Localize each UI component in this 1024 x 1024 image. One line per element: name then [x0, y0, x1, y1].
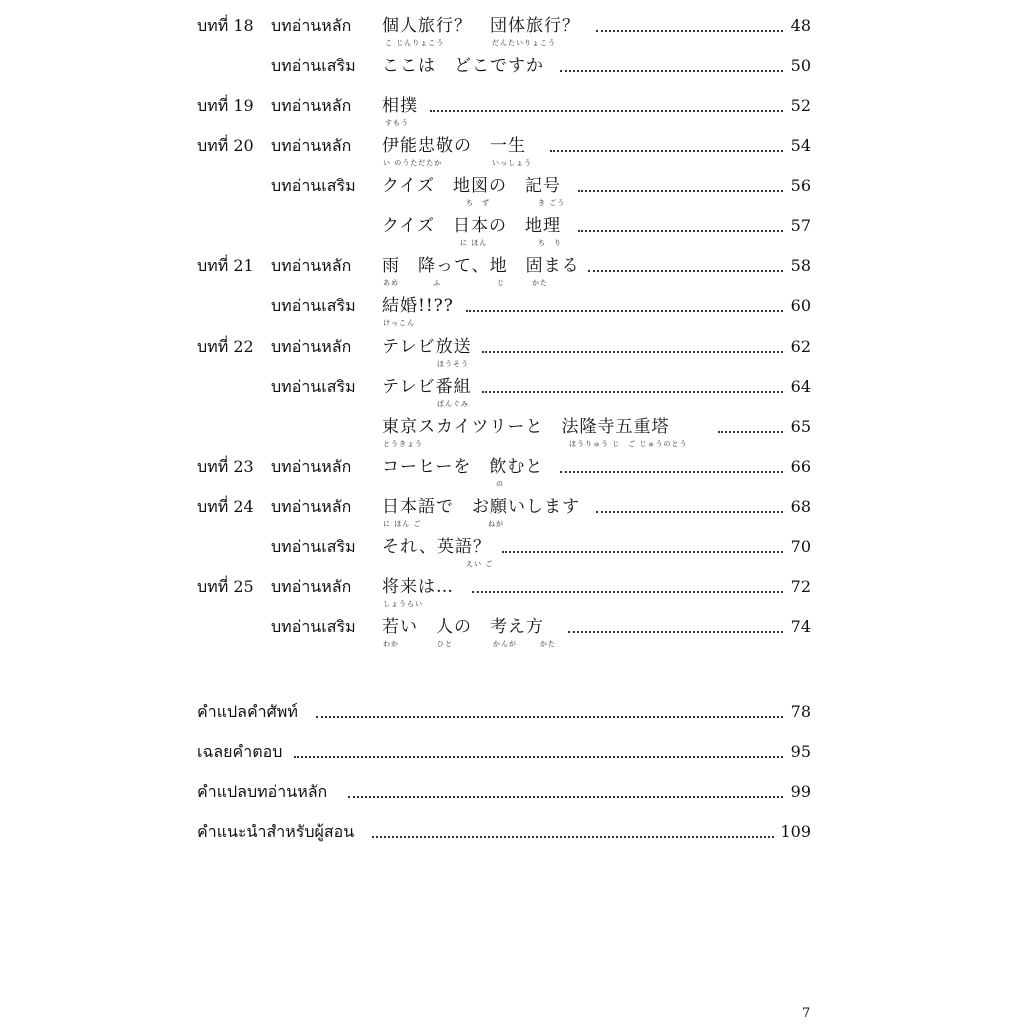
dot-leader	[430, 110, 783, 112]
back-matter-entry	[0, 702, 1024, 732]
reading-type: บทอ่านเสริม	[271, 537, 356, 556]
back-matter-label: คำแปลบทอ่านหลัก	[197, 782, 328, 801]
furigana-reading: あめ	[383, 279, 399, 287]
furigana-reading: じ	[497, 279, 505, 287]
furigana-reading: とうきょう	[383, 440, 423, 448]
dot-leader	[348, 796, 783, 798]
page-reference: 99	[790, 782, 811, 801]
entry-title: クイズ 地図の 記号	[382, 176, 561, 196]
toc-entry	[0, 176, 1024, 216]
back-matter-entry	[0, 782, 1024, 812]
entry-title: 結婚!!??	[382, 296, 454, 316]
entry-title: 個人旅行？ 団体旅行？	[382, 16, 580, 36]
furigana-reading: ばんぐみ	[437, 400, 469, 408]
back-matter-label: เฉลยคำตอบ	[197, 742, 283, 761]
furigana-reading: だんたいりょこう	[492, 39, 556, 47]
furigana-reading: すもう	[385, 119, 409, 127]
page-reference: 57	[790, 216, 811, 235]
entry-title: 東京スカイツリーと 法隆寺五重塔	[382, 417, 670, 437]
lesson-number: บทที่ 21	[197, 256, 254, 275]
lesson-number: บทที่ 18	[197, 16, 254, 35]
reading-type: บทอ่านเสริม	[271, 377, 356, 396]
dot-leader	[578, 230, 783, 232]
reading-type: บทอ่านเสริม	[271, 176, 356, 195]
page-reference: 66	[790, 457, 811, 476]
entry-title: クイズ 日本の 地理	[382, 216, 561, 236]
entry-title: 日本語で お願いします	[382, 497, 580, 517]
page-reference: 70	[790, 537, 811, 556]
dot-leader	[482, 351, 783, 353]
entry-title: テレビ番組	[382, 377, 472, 397]
dot-leader	[596, 30, 783, 32]
furigana-reading: かた	[540, 640, 556, 648]
furigana-reading: ほうそう	[437, 360, 469, 368]
furigana-reading: かんが	[493, 640, 517, 648]
reading-type: บทอ่านเสริม	[271, 617, 356, 636]
toc-entry	[0, 216, 1024, 256]
entry-title: 雨 降って、地 固まる	[382, 256, 580, 276]
toc-entry	[0, 537, 1024, 577]
dot-leader	[588, 270, 783, 272]
page-reference: 54	[790, 136, 811, 155]
reading-type: บทอ่านหลัก	[271, 577, 352, 596]
back-matter-entry	[0, 742, 1024, 772]
furigana-reading: わか	[383, 640, 399, 648]
entry-title: 将来は…	[382, 577, 454, 597]
page-reference: 68	[790, 497, 811, 516]
toc-entry	[0, 577, 1024, 617]
furigana-reading: けっこん	[383, 319, 415, 327]
toc-entry	[0, 96, 1024, 136]
page-reference: 64	[790, 377, 811, 396]
dot-leader	[560, 471, 783, 473]
dot-leader	[560, 70, 783, 72]
reading-type: บทอ่านหลัก	[271, 256, 352, 275]
page-reference: 78	[790, 702, 811, 721]
entry-title: 相撲	[382, 96, 418, 116]
toc-entry	[0, 296, 1024, 336]
toc-entry	[0, 617, 1024, 657]
toc-entry	[0, 56, 1024, 96]
furigana-reading: えい ご	[466, 560, 494, 568]
toc-entry	[0, 256, 1024, 296]
dot-leader	[578, 190, 783, 192]
lesson-number: บทที่ 24	[197, 497, 254, 516]
back-matter-label: คำแปลคำศัพท์	[197, 702, 298, 721]
entry-title: 若い 人の 考え方	[382, 617, 544, 637]
furigana-reading: いっしょう	[492, 159, 532, 167]
furigana-reading: ふ	[433, 279, 441, 287]
dot-leader	[316, 716, 783, 718]
toc-entry	[0, 16, 1024, 56]
toc-entry	[0, 337, 1024, 377]
back-matter-entry	[0, 822, 1024, 852]
page-reference: 74	[790, 617, 811, 636]
page-reference: 50	[790, 56, 811, 75]
furigana-reading: ほうりゅう じ ご じゅうのとう	[569, 440, 688, 448]
page-reference: 65	[790, 417, 811, 436]
dot-leader	[472, 591, 783, 593]
furigana-reading: に ほん	[460, 239, 488, 247]
reading-type: บทอ่านเสริม	[271, 56, 356, 75]
furigana-reading: の	[496, 480, 504, 488]
reading-type: บทอ่านหลัก	[271, 16, 352, 35]
furigana-reading: かた	[532, 279, 548, 287]
dot-leader	[466, 310, 783, 312]
reading-type: บทอ่านเสริม	[271, 296, 356, 315]
reading-type: บทอ่านหลัก	[271, 457, 352, 476]
furigana-reading: しょうらい	[383, 600, 423, 608]
toc-entry	[0, 417, 1024, 457]
page-reference: 58	[790, 256, 811, 275]
toc-entry	[0, 497, 1024, 537]
dot-leader	[294, 756, 783, 758]
furigana-reading: こ じんりょこう	[385, 39, 445, 47]
furigana-reading: き ごう	[538, 199, 566, 207]
page-reference: 109	[780, 822, 811, 841]
entry-title: コーヒーを 飲むと	[382, 457, 544, 477]
reading-type: บทอ่านหลัก	[271, 337, 352, 356]
dot-leader	[568, 631, 783, 633]
reading-type: บทอ่านหลัก	[271, 96, 352, 115]
entry-title: ここは どこですか	[382, 56, 544, 76]
dot-leader	[596, 511, 783, 513]
furigana-reading: ち ず	[466, 199, 490, 207]
furigana-reading: い のうただたか	[383, 159, 443, 167]
dot-leader	[550, 150, 783, 152]
back-matter-label: คำแนะนำสำหรับผู้สอน	[197, 822, 355, 841]
dot-leader	[482, 391, 783, 393]
toc-entry	[0, 377, 1024, 417]
lesson-number: บทที่ 22	[197, 337, 254, 356]
furigana-reading: に ほん ご	[383, 520, 422, 528]
page-reference: 62	[790, 337, 811, 356]
page-reference: 52	[790, 96, 811, 115]
furigana-reading: ねが	[488, 520, 504, 528]
entry-title: テレビ放送	[382, 337, 472, 357]
lesson-number: บทที่ 19	[197, 96, 254, 115]
entry-title: それ、英語？	[382, 537, 492, 557]
page-reference: 60	[790, 296, 811, 315]
furigana-reading: ひと	[437, 640, 453, 648]
dot-leader	[372, 836, 774, 838]
toc-entry	[0, 457, 1024, 497]
lesson-number: บทที่ 23	[197, 457, 254, 476]
toc-entry	[0, 136, 1024, 176]
dot-leader	[718, 431, 783, 433]
reading-type: บทอ่านหลัก	[271, 497, 352, 516]
lesson-number: บทที่ 25	[197, 577, 254, 596]
lesson-number: บทที่ 20	[197, 136, 254, 155]
entry-title: 伊能忠敬の 一生	[382, 136, 526, 156]
page-number: 7	[802, 1006, 811, 1021]
page-reference: 72	[790, 577, 811, 596]
page-reference: 95	[790, 742, 811, 761]
furigana-reading: ち り	[538, 239, 562, 247]
page-reference: 48	[790, 16, 811, 35]
reading-type: บทอ่านหลัก	[271, 136, 352, 155]
page-reference: 56	[790, 176, 811, 195]
dot-leader	[502, 551, 783, 553]
